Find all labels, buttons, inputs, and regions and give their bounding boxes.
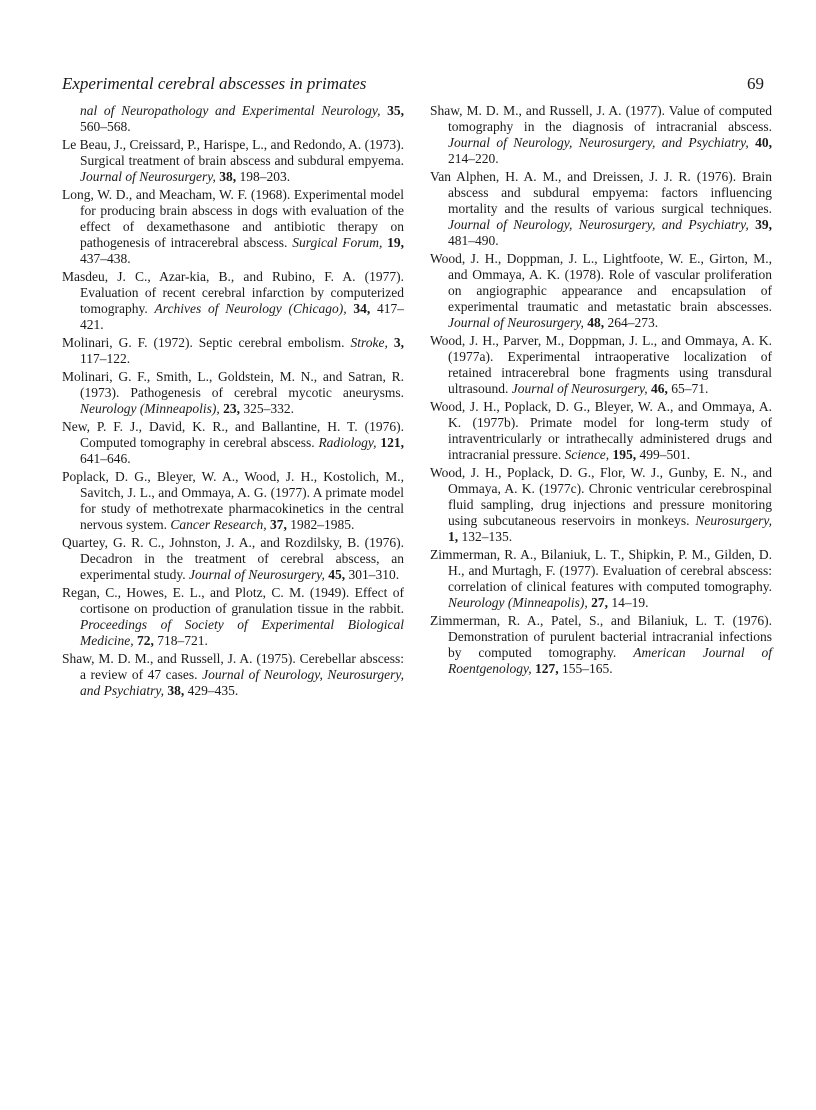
reference-column-left bbox=[62, 103, 404, 701]
page-header bbox=[62, 74, 764, 96]
reference-title: (1949). Effect of cortisone on production of granulation tissue in the rabbit. bbox=[80, 585, 405, 616]
reference-pages: 641–646. bbox=[80, 451, 131, 466]
reference-entry bbox=[62, 585, 404, 649]
reference-entry bbox=[62, 335, 404, 367]
reference-pages: 14–19. bbox=[611, 595, 649, 610]
reference-authors: Le Beau, J., Creissard, P., Harispe, L., and Redondo, A. bbox=[62, 137, 362, 152]
reference-title: (1978). Role of vascular proliferation on angiographic appearance and encapsulation of experimental traumatic and metastatic brain abscesses. bbox=[448, 267, 773, 314]
reference-volume: 1, bbox=[448, 529, 459, 544]
reference-journal: Journal of Neurology, Neurosurgery, and Psychiatry, bbox=[448, 217, 749, 232]
reference-title: (1973). Pathogenesis of cerebral mycotic aneurysms. bbox=[80, 385, 404, 400]
reference-entry bbox=[430, 465, 772, 545]
reference-entry bbox=[62, 469, 404, 533]
reference-title: (1977c). Chronic ventricular cerebrospinal fluid sampling, drug injections and pressure monitoring using subcutaneous reservoirs in monkeys. bbox=[448, 481, 772, 528]
reference-pages: 198–203. bbox=[239, 169, 291, 184]
reference-authors: Molinari, G. F. bbox=[62, 335, 148, 350]
reference-entry bbox=[62, 419, 404, 467]
reference-authors: Poplack, D. G., Bleyer, W. A., Wood, J. H., Kostolich, M., Savitch, J. L., and Ommaya, A. G. bbox=[62, 469, 404, 500]
reference-authors: Van Alphen, H. A. M., and Dreissen, J. J. R. bbox=[430, 169, 691, 184]
reference-authors: New, P. F. J., David, K. R., and Ballantine, H. T. bbox=[62, 419, 358, 434]
reference-volume: 127, bbox=[534, 661, 559, 676]
reference-title: (1972). Septic cerebral embolism. bbox=[153, 335, 345, 350]
reference-title: (1976). Computed tomography in cerebral abscess. bbox=[80, 419, 405, 450]
reference-pages: 437–438. bbox=[80, 251, 131, 266]
reference-pages: 301–310. bbox=[348, 567, 400, 582]
reference-pages: 1982–1985. bbox=[290, 517, 355, 532]
reference-volume: 19, bbox=[387, 235, 405, 250]
reference-journal: American Journal of Roentgenology, bbox=[448, 645, 772, 676]
reference-journal: Surgical Forum, bbox=[292, 235, 383, 250]
reference-entry bbox=[62, 187, 404, 267]
reference-title: (1975). Cerebellar abscess: a review of 47 cases. bbox=[80, 651, 404, 682]
reference-volume: 35, bbox=[387, 103, 404, 118]
reference-journal: Stroke, bbox=[350, 335, 388, 350]
reference-authors: Wood, J. H., Parver, M., Doppman, J. L., and Ommaya, A. K. bbox=[430, 333, 772, 348]
reference-volume: 37, bbox=[269, 517, 287, 532]
reference-authors: Wood, J. H., Poplack, D. G., Flor, W. J., Gunby, E. N., and Ommaya, A. K. bbox=[430, 465, 772, 496]
reference-volume: 72, bbox=[136, 633, 154, 648]
reference-authors: Shaw, M. D. M., and Russell, J. A. bbox=[430, 103, 622, 118]
reference-authors: Long, W. D., and Meacham, W. F. bbox=[62, 187, 248, 202]
reference-pages: 481–490. bbox=[448, 233, 499, 248]
reference-entry bbox=[62, 269, 404, 333]
page-number: 69 bbox=[747, 74, 764, 93]
reference-volume: 38, bbox=[167, 683, 185, 698]
reference-pages: 65–71. bbox=[671, 381, 709, 396]
reference-pages: 117–122. bbox=[80, 351, 131, 366]
reference-journal: Archives of Neurology (Chicago), bbox=[154, 301, 347, 316]
reference-pages: 718–721. bbox=[157, 633, 208, 648]
reference-pages: 499–501. bbox=[639, 447, 691, 462]
reference-volume: 23, bbox=[223, 401, 240, 416]
reference-pages: 132–135. bbox=[461, 529, 513, 544]
reference-volume: 27, bbox=[591, 595, 608, 610]
reference-title: (1977). Value of computed tomography in the diagnosis of intracranial abscess. bbox=[448, 103, 773, 134]
reference-pages: 417–421. bbox=[80, 301, 405, 332]
reference-volume: 48, bbox=[587, 315, 605, 330]
reference-authors: Wood, J. H., Doppman, J. L., Lightfoote, W. E., Girton, M., and Ommaya, A. K. bbox=[430, 251, 772, 282]
reference-entry bbox=[430, 613, 772, 677]
reference-volume: 121, bbox=[380, 435, 405, 450]
reference-journal: Science, bbox=[564, 447, 610, 462]
reference-entry bbox=[62, 369, 404, 417]
reference-journal: Journal of Neurosurgery, bbox=[448, 315, 584, 330]
reference-title: (1968). Experimental model for producing brain abscess in dogs with evaluation of the effect of dexamethasone and antibiotic therapy on pathogenesis of intracerebral abscess. bbox=[80, 187, 404, 250]
reference-entry bbox=[430, 251, 772, 331]
reference-entry bbox=[62, 535, 404, 583]
reference-volume: 34, bbox=[353, 301, 371, 316]
reference-entry bbox=[430, 103, 772, 167]
reference-authors: Masdeu, J. C., Azar-kia, B., and Rubino, F. A. bbox=[62, 269, 356, 284]
reference-title: (1976). Brain abscess and subdural empyema: factors influencing mortality and the results of various surgical techniques. bbox=[448, 169, 772, 216]
reference-volume: 40, bbox=[755, 135, 773, 150]
reference-journal: Cancer Research, bbox=[170, 517, 267, 532]
reference-pages: 560–568. bbox=[80, 119, 131, 134]
reference-journal: Proceedings of Society of Experimental Biological Medicine, bbox=[80, 617, 404, 648]
reference-entry bbox=[62, 103, 404, 135]
reference-journal: Journal of Neurosurgery, bbox=[511, 381, 648, 396]
reference-authors: Shaw, M. D. M., and Russell, J. A. bbox=[62, 651, 253, 666]
reference-authors: Wood, J. H., Poplack, D. G., Bleyer, W. A., and Ommaya, A. K. bbox=[430, 399, 772, 430]
reference-title: (1973). Surgical treatment of brain abscess and subdural empyema. bbox=[80, 137, 405, 168]
reference-title: (1977a). Experimental intraoperative localization of retained intracerebral bone fragments using transdural ultrasound. bbox=[448, 349, 772, 396]
reference-entry bbox=[430, 333, 772, 397]
reference-authors: Zimmerman, R. A., Bilaniuk, L. T., Shipkin, P. M., Gilden, D. H., and Murtagh, F. bbox=[430, 547, 772, 578]
running-title: Experimental cerebral abscesses in primates bbox=[62, 74, 367, 93]
reference-volume: 195, bbox=[612, 447, 637, 462]
reference-authors: Molinari, G. F., Smith, L., Goldstein, M. N., and Satran, R. bbox=[62, 369, 404, 384]
reference-title: (1976). Decadron in the treatment of cerebral abscess, an experimental study. bbox=[80, 535, 405, 582]
reference-entry bbox=[430, 547, 772, 611]
reference-title: (1977b). Primate model for long-term study of intraventricularly or intrathecally administered drugs and intracranial pressure. bbox=[448, 415, 773, 462]
reference-volume: 39, bbox=[755, 217, 773, 232]
reference-journal: Journal of Neurosurgery, bbox=[80, 169, 216, 184]
reference-volume: 46, bbox=[651, 381, 668, 396]
reference-pages: 429–435. bbox=[187, 683, 239, 698]
reference-volume: 3, bbox=[393, 335, 404, 350]
reference-title: (1977). A primate model for study of methotrexate pharmacokinetics in the central nervous system. bbox=[80, 485, 404, 532]
reference-pages: 264–273. bbox=[607, 315, 659, 330]
reference-title: (1976). Demonstration of purulent bacterial intracranial infections by computed tomography. bbox=[448, 613, 773, 660]
reference-journal: Journal of Neurosurgery, bbox=[188, 567, 325, 582]
reference-pages: 325–332. bbox=[243, 401, 294, 416]
reference-journal: Neurology (Minneapolis), bbox=[448, 595, 588, 610]
reference-journal: Neurosurgery, bbox=[695, 513, 772, 528]
reference-journal: Journal of Neurology, Neurosurgery, and Psychiatry, bbox=[448, 135, 749, 150]
reference-journal: Neurology (Minneapolis), bbox=[80, 401, 220, 416]
reference-title: (1977). Evaluation of recent cerebral infarction by computerized tomography. bbox=[80, 269, 404, 316]
reference-journal: nal of Neuropathology and Experimental Neurology, bbox=[80, 103, 381, 118]
reference-entry bbox=[430, 399, 772, 463]
reference-journal: Radiology, bbox=[318, 435, 377, 450]
reference-column-right bbox=[430, 103, 772, 679]
reference-authors: Quartey, G. R. C., Johnston, J. A., and Rozdilsky, B. bbox=[62, 535, 360, 550]
reference-authors: Regan, C., Howes, E. L., and Plotz, C. M. bbox=[62, 585, 305, 600]
reference-entry bbox=[430, 169, 772, 249]
reference-pages: 214–220. bbox=[448, 151, 499, 166]
reference-volume: 45, bbox=[328, 567, 346, 582]
reference-pages: 155–165. bbox=[561, 661, 613, 676]
reference-entry bbox=[62, 137, 404, 185]
reference-entry bbox=[62, 651, 404, 699]
reference-volume: 38, bbox=[219, 169, 237, 184]
reference-title: (1977). Evaluation of cerebral abscess: correlation of clinical features with computed tomography. bbox=[448, 563, 772, 594]
reference-authors: Zimmerman, R. A., Patel, S., and Bilaniuk, L. T. bbox=[430, 613, 726, 628]
reference-journal: Journal of Neurology, Neurosurgery, and Psychiatry, bbox=[80, 667, 405, 698]
